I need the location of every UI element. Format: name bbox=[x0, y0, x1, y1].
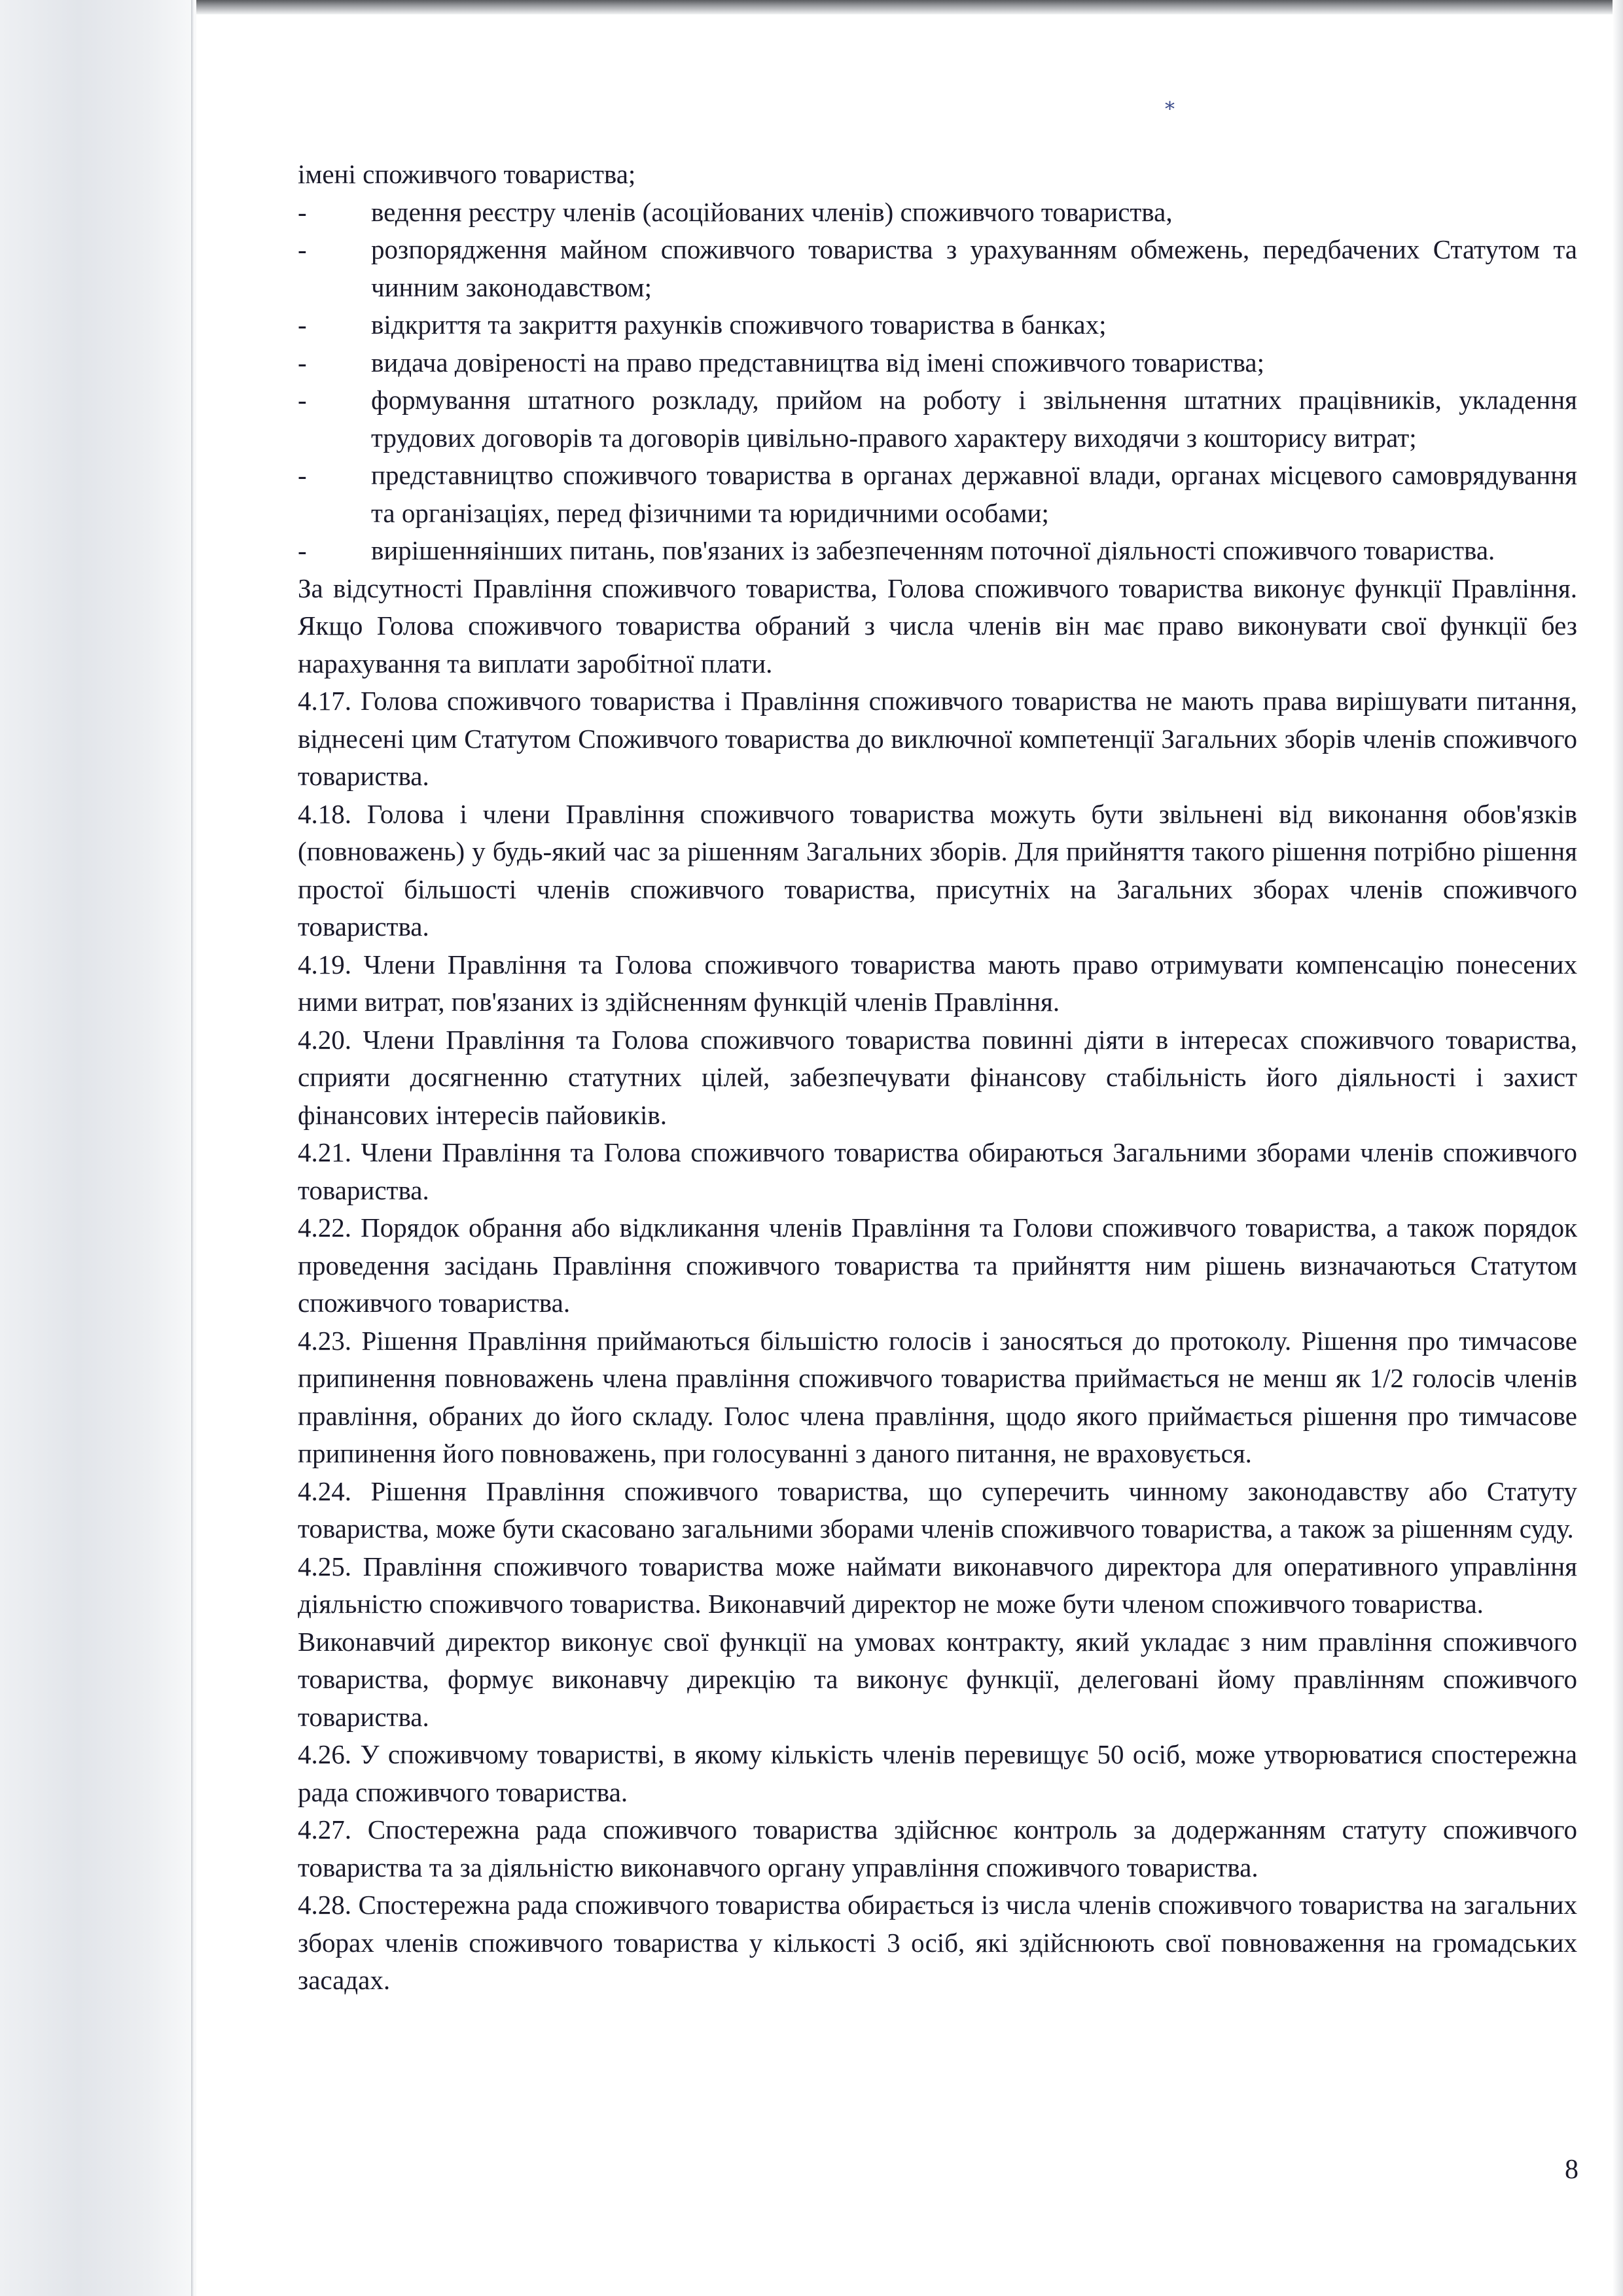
clause-4-18: 4.18. Голова і члени Правління споживчого товариства можуть бути звільнені від виконання обов'язків (повноважень) у будь-який час за рішенням Загальних зборів. Для прийняття такого рішення потрібно рішення простої більшості членів споживчого товариства, присутніх на Загальних зборах членів споживчого товариства. bbox=[298, 798, 1577, 942]
paragraph: імені споживчого товариства; bbox=[298, 159, 636, 189]
dash-marker: - bbox=[298, 196, 307, 227]
list-item bbox=[298, 306, 1577, 344]
list-item bbox=[298, 344, 1577, 382]
list-item-text: розпорядження майном споживчого товариства з урахуванням обмежень, передбачених Статутом та чинним законодавством; bbox=[371, 234, 1577, 302]
list-item bbox=[298, 381, 1577, 457]
page-number: 8 bbox=[1565, 2155, 1578, 2185]
list-item-text: представництво споживчого товариства в органах державної влади, органах місцевого самоврядування та організаціях, перед фізичними та юридичними особами; bbox=[371, 460, 1577, 528]
list-item-text: відкриття та закриття рахунків споживчого товариства в банках; bbox=[371, 309, 1107, 340]
list-item-text: формування штатного розкладу, прийом на роботу і звільнення штатних працівників, укладення трудових договорів та договорів цивільно-правого характеру виходячи з кошторису витрат; bbox=[371, 385, 1577, 453]
clause-4-20: 4.20. Члени Правління та Голова споживчого товариства повинні діяти в інтересах споживчого товариства, сприяти досягненню статутних цілей, забезпечувати фінансову стабільність його діяльності і захист фінансових інтересів пайовиків. bbox=[298, 1024, 1577, 1130]
book-fold-line bbox=[191, 0, 194, 2296]
list-item-text: ведення реєстру членів (асоційованих членів) споживчого товариства, bbox=[371, 196, 1173, 227]
clause-4-24: 4.24. Рішення Правління споживчого товариства, що суперечить чинному законодавству або Статуту товариства, може бути скасовано загальними зборами членів споживчого товариства, а також за рішенням суду. bbox=[298, 1475, 1577, 1544]
clause-4-27: 4.27. Спостережна рада споживчого товариства здійснює контроль за додержанням статуту споживчого товариства та за діяльністю виконавчого органу управління споживчого товариства. bbox=[298, 1814, 1577, 1882]
dash-marker: - bbox=[298, 234, 307, 264]
dash-marker: - bbox=[298, 535, 307, 565]
paragraph: За відсутності Правління споживчого товариства, Голова споживчого товариства виконує функції Правління. Якщо Голова споживчого товариства обраний з числа членів він має право виконувати свої функції без нарахування та виплати заробітної плати. bbox=[298, 573, 1577, 679]
dash-marker: - bbox=[298, 460, 307, 490]
paragraph: Виконавчий директор виконує свої функції на умовах контракту, який укладає з ним правління споживчого товариства, формує виконавчу дирекцію та виконує функції, делеговані йому правлінням споживчого товариства. bbox=[298, 1626, 1577, 1732]
clause-4-21: 4.21. Члени Правління та Голова споживчого товариства обираються Загальними зборами членів споживчого товариства. bbox=[298, 1137, 1577, 1205]
list-item-text: видача довіреності на право представництва від імені споживчого товариства; bbox=[371, 347, 1264, 378]
clause-4-23: 4.23. Рішення Правління приймаються більшістю голосів і заносяться до протоколу. Рішення про тимчасове припинення повноважень члена правління споживчого товариства приймається не менш як 1/2 голосів членів правління, обраних до його складу. Голос члена правління, щодо якого приймається рішення про тимчасове припинення його повноважень, при голосуванні з даного питання, не враховується. bbox=[298, 1325, 1577, 1468]
clause-4-28: 4.28. Спостережна рада споживчого товариства обирається із числа членів споживчого товариства на загальних зборах членів споживчого товариства у кількості 3 осіб, які здійснюють свої повноваження на громадських засадах. bbox=[298, 1890, 1577, 1995]
scan-right-edge bbox=[1613, 0, 1623, 2296]
list-item bbox=[298, 231, 1577, 306]
list-item-text: вирішенняінших питань, пов'язаних із забезпеченням поточної діяльності споживчого товариства. bbox=[371, 535, 1495, 565]
book-fold-shadow bbox=[0, 0, 196, 2296]
clause-4-26: 4.26. У споживчому товаристві, в якому кількість членів перевищує 50 осіб, може утворюватися спостережна рада споживчого товариства. bbox=[298, 1739, 1577, 1807]
clause-4-19: 4.19. Члени Правління та Голова споживчого товариства мають право отримувати компенсацію понесених ними витрат, пов'язаних із здійсненням функцій членів Правління. bbox=[298, 949, 1577, 1017]
scan-top-edge bbox=[0, 0, 1623, 14]
document-body bbox=[298, 156, 1577, 2000]
clause-4-22: 4.22. Порядок обрання або відкликання членів Правління та Голови споживчого товариства, а також порядок проведення засідань Правління споживчого товариства та прийняття ним рішень визначаються Статутом споживчого товариства. bbox=[298, 1212, 1577, 1318]
clause-4-17: 4.17. Голова споживчого товариства і Правління споживчого товариства не мають права вирішувати питання, віднесені цим Статутом Споживчого товариства до виключної компетенції Загальних зборів членів споживчого товариства. bbox=[298, 686, 1577, 791]
dash-marker: - bbox=[298, 385, 307, 415]
list-item bbox=[298, 457, 1577, 532]
dash-marker: - bbox=[298, 347, 307, 378]
clause-4-25: 4.25. Правління споживчого товариства може наймати виконавчого директора для оперативного управління діяльністю споживчого товариства. Виконавчий директор не може бути членом споживчого товариства. bbox=[298, 1551, 1577, 1619]
scan-speck: ⁎ bbox=[1165, 92, 1175, 114]
list-item bbox=[298, 532, 1577, 570]
list-item bbox=[298, 194, 1577, 232]
dash-marker: - bbox=[298, 309, 307, 340]
